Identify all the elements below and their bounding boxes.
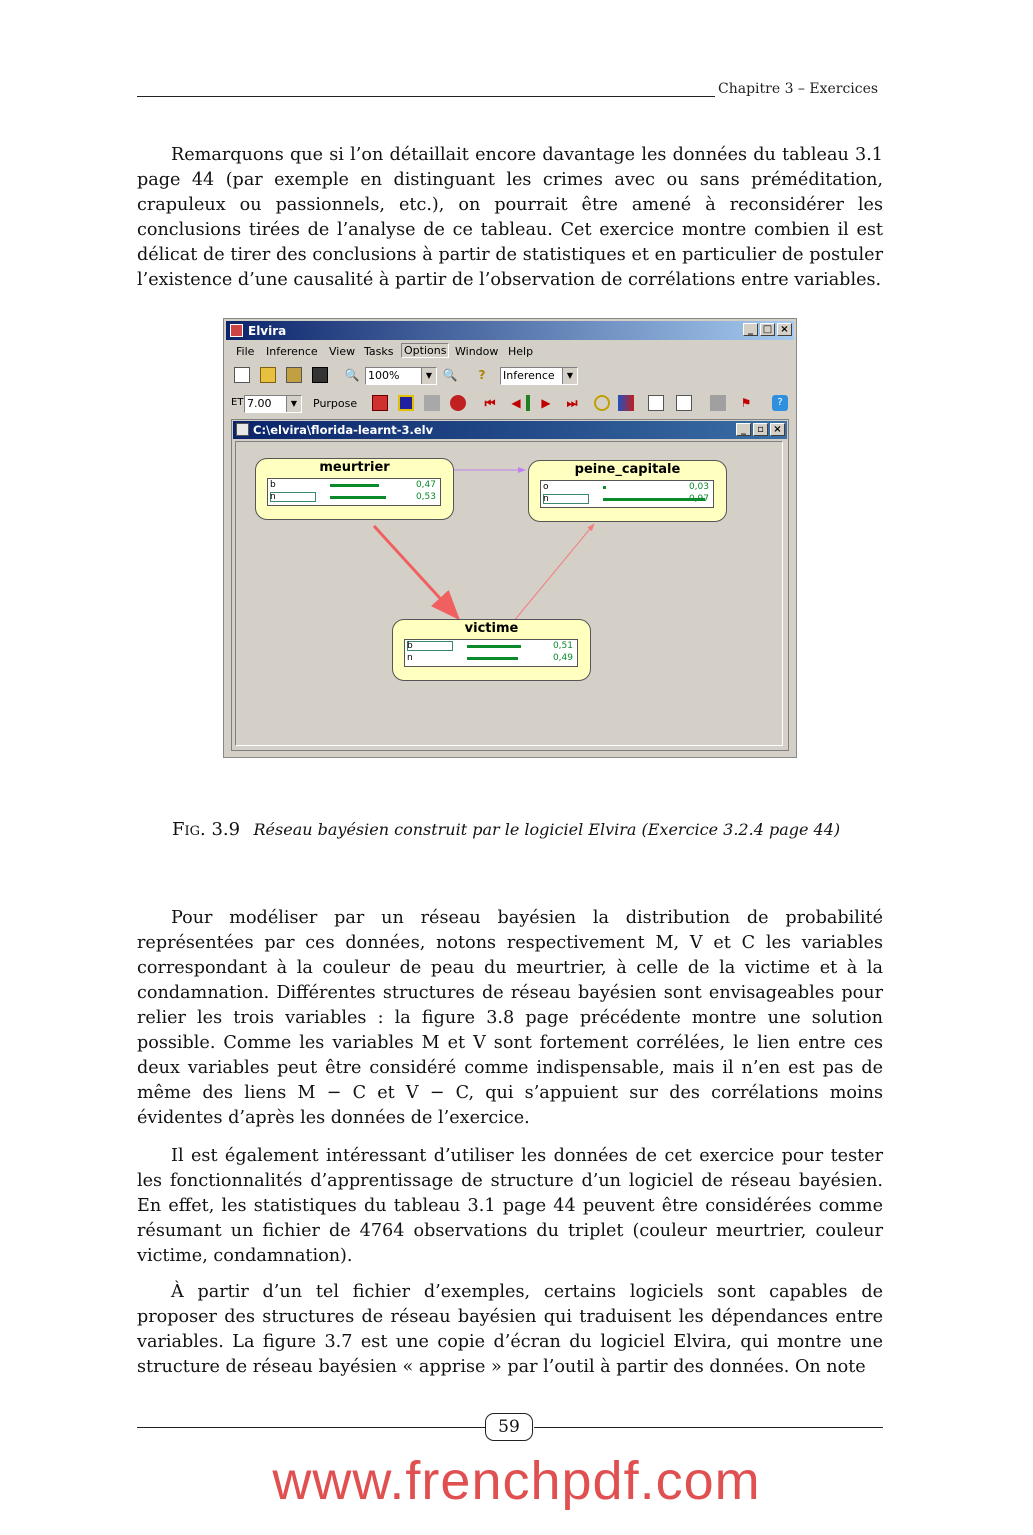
network-document-window (231, 419, 789, 751)
probability-bar (330, 484, 379, 487)
node-states (404, 639, 578, 667)
elvira-screenshot (223, 318, 797, 758)
node-title: meurtrier (319, 460, 390, 475)
node-states (540, 480, 714, 508)
probability-bar (467, 645, 521, 648)
doc-close-button[interactable]: × (770, 423, 785, 436)
menu-inference[interactable]: Inference (266, 345, 318, 358)
new-file-icon[interactable] (234, 367, 250, 383)
state-row[interactable] (543, 482, 709, 494)
figure-caption-text: Réseau bayésien construit par le logiciel Elvira (Exercice 3.2.4 page 44) (253, 820, 841, 839)
probability-value: 0,51 (552, 641, 573, 651)
selected-state-box (270, 492, 316, 502)
footer-rule-right (534, 1427, 883, 1428)
menu-file[interactable]: File (236, 345, 255, 358)
et-label: ET (231, 397, 244, 408)
document-window-controls (736, 423, 785, 436)
node-peine-capitale[interactable] (528, 460, 727, 522)
et-value: 7.00 (247, 397, 272, 410)
disabled-tool-icon (424, 395, 440, 411)
purpose-label[interactable]: Purpose (313, 397, 358, 410)
state-label: b (407, 641, 413, 651)
selected-state-box (543, 494, 589, 504)
paragraph-1: Remarquons que si l’on détaillait encore davantage les données du tableau 3.1 page 44 (par exemple en distinguant les crimes avec ou sans préméditation, crapuleux ou passionnels, etc.), on pourrait être amené à reconsidérer les conclusions tirées de l’analyse de ce tableau. Cet exercice montre combien il est délicat de tirer des conclusions à partir de statistiques et en particulier de postuler l’existence d’une causalité à partir de l’observation de corrélations entre variables. (137, 145, 883, 290)
elvira-app-icon (230, 324, 243, 337)
paragraph-4: À partir d’un tel fichier d’exemples, certains logiciels sont capables de proposer des structures de réseau bayésien qui traduisent les dépendances entre variables. La figure 3.7 est une copie d’écran du logiciel Elvira, qui montre une structure de réseau bayésien « apprise » par l’outil à partir des données. On note (137, 1282, 883, 1377)
explanation-icon[interactable] (594, 395, 610, 411)
next-case-icon[interactable]: ▶ (541, 396, 551, 410)
chart-icon[interactable] (676, 395, 692, 411)
state-row[interactable] (407, 653, 573, 665)
probability-bar (603, 486, 606, 489)
propagate-icon[interactable] (450, 395, 466, 411)
document-icon (236, 423, 249, 436)
state-row[interactable] (270, 480, 436, 492)
menu-view[interactable]: View (329, 345, 356, 358)
chevron-down-icon: ▼ (286, 396, 301, 412)
state-row[interactable] (407, 641, 573, 653)
colors-icon[interactable] (618, 395, 634, 411)
network-canvas[interactable] (235, 441, 783, 746)
menu-tasks[interactable]: Tasks (364, 345, 394, 358)
doc-restore-button[interactable]: ▫ (753, 423, 768, 436)
previous-case-icon[interactable]: ◀ (511, 396, 521, 410)
watermark[interactable]: www.frenchpdf.com (272, 1451, 761, 1511)
state-label: o (543, 482, 549, 492)
node-states (267, 478, 441, 506)
probability-value: 0,97 (688, 494, 709, 504)
state-label: n (407, 653, 413, 663)
case-monitor-icon[interactable] (398, 395, 414, 411)
state-label: n (543, 494, 549, 504)
minimize-button[interactable]: _ (743, 323, 758, 336)
window-controls (743, 323, 792, 336)
link-victime-peine (513, 524, 594, 622)
node-meurtrier[interactable] (255, 458, 454, 520)
zoom-select[interactable] (365, 367, 437, 385)
figure-label: Fig. 3.9 (172, 819, 241, 840)
table-icon[interactable] (648, 395, 664, 411)
zoom-in-icon[interactable]: 🔍 (344, 368, 360, 382)
node-title: victime (464, 621, 519, 636)
evidence-save-icon[interactable] (372, 395, 388, 411)
doc-minimize-button[interactable]: _ (736, 423, 751, 436)
menu-help[interactable]: Help (508, 345, 534, 358)
menu-window[interactable]: Window (455, 345, 499, 358)
selected-state-box (407, 641, 453, 651)
mode-value: Inference (503, 369, 555, 382)
zoom-value: 100% (368, 369, 400, 382)
document-title: C:\elvira\florida-learnt-3.elv (253, 423, 434, 437)
figure-caption (172, 819, 892, 840)
app-title: Elvira (248, 324, 287, 338)
last-case-icon[interactable]: ⏭ (566, 396, 578, 410)
inference-toolbar (226, 391, 794, 417)
flag-icon[interactable]: ⚑ (740, 396, 752, 410)
state-row[interactable] (543, 494, 709, 506)
running-header: Chapitre 3 – Exercices (718, 81, 879, 97)
menu-options[interactable]: Options (401, 343, 449, 358)
app-titlebar (226, 321, 794, 340)
save-icon[interactable] (312, 367, 328, 383)
probability-value: 0,47 (415, 480, 436, 490)
node-victime[interactable] (392, 619, 591, 681)
help-question-icon[interactable]: ? (478, 368, 486, 382)
probability-value: 0,53 (415, 492, 436, 502)
first-case-icon[interactable]: ⏮ (484, 396, 496, 410)
main-toolbar (226, 363, 794, 389)
et-select[interactable] (244, 395, 302, 413)
chevron-down-icon: ▼ (421, 368, 436, 384)
paragraph-3: Il est également intéressant d’utiliser les données de cet exercice pour tester les fonctionnalités d’apprentissage de structure d’un logiciel de réseau bayésien. En effet, les statistiques du tableau 3.1 page 44 peuvent être considérées comme résumant un fichier de 4764 observations du triplet (couleur meurtrier, couleur victime, condamnation). (137, 1146, 883, 1266)
probability-value: 0,03 (688, 482, 709, 492)
state-label: b (270, 480, 276, 490)
probability-value: 0,49 (552, 653, 573, 663)
link-meurtrier-victime (374, 526, 458, 618)
separator-bar-icon (526, 395, 530, 411)
save-all-icon[interactable] (286, 367, 302, 383)
footer-rule-left (137, 1427, 485, 1428)
page-number: 59 (485, 1413, 533, 1441)
state-row[interactable] (270, 492, 436, 504)
info-icon[interactable]: ? (772, 395, 788, 411)
state-label: n (270, 492, 276, 502)
header-rule (137, 96, 715, 97)
mode-select[interactable] (500, 367, 578, 385)
zoom-out-icon[interactable]: 🔍 (442, 368, 458, 382)
maximize-button[interactable]: □ (760, 323, 775, 336)
probability-bar (467, 657, 518, 660)
open-folder-icon[interactable] (260, 367, 276, 383)
menu-bar (226, 342, 794, 361)
close-button[interactable]: × (777, 323, 792, 336)
paragraph-2: Pour modéliser par un réseau bayésien la distribution de probabilité représentées par ces données, notons respectivement M, V et C les variables correspondant à la couleur de peau du meurtrier, à celle de la victime et à la condamnation. Différentes structures de réseau bayésien sont envisageables pour relier les trois variables : la figure 3.8 page précédente montre une solution possible. Comme les variables M et V sont fortement corrélées, le lien entre ces deux variables peut être considéré comme indispensable, mais il n’en est pas de même des liens M − C et V − C, qui s’appuient sur des corrélations moins évidentes d’après les données de l’exercice. (137, 908, 883, 1128)
probability-bar (330, 496, 386, 499)
node-title: peine_capitale (574, 462, 681, 477)
chevron-down-icon: ▼ (562, 368, 577, 384)
disabled-chart-icon (710, 395, 726, 411)
document-titlebar (233, 421, 787, 439)
